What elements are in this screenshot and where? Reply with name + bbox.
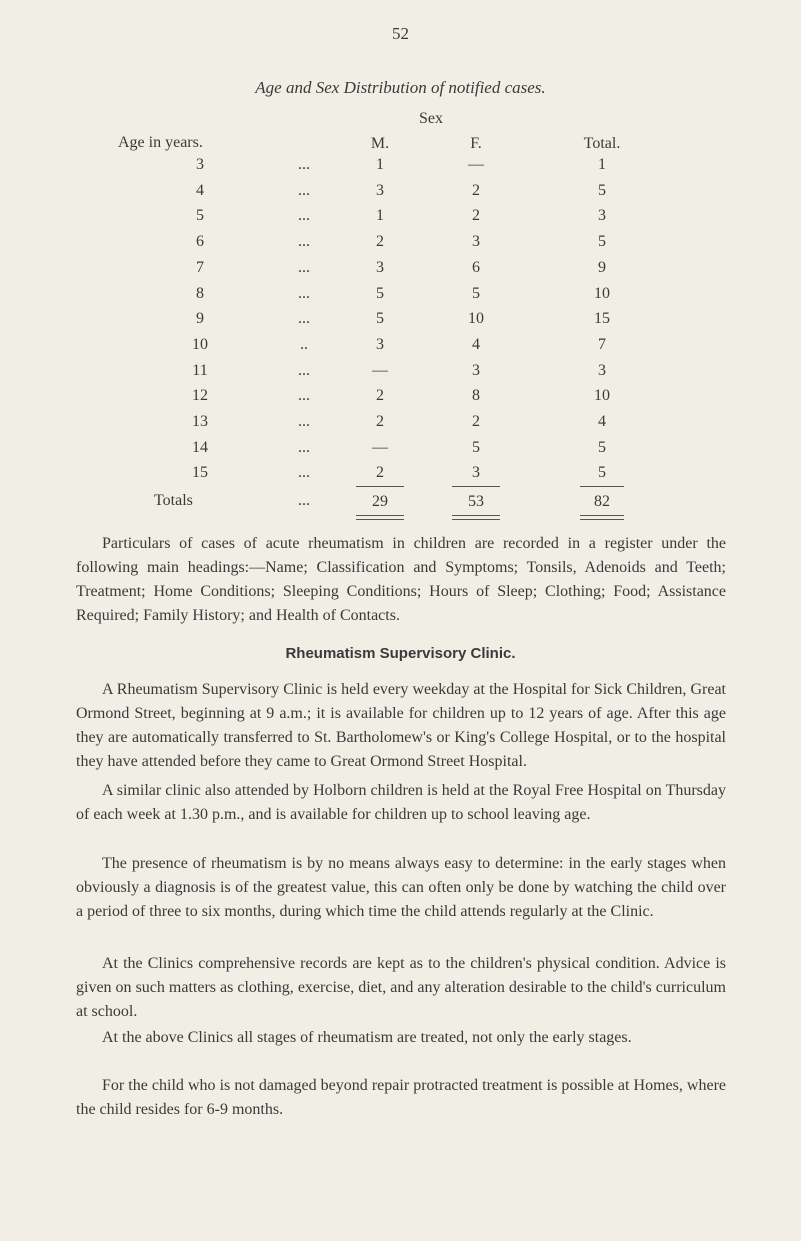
row-male: 2 [376, 464, 384, 481]
row-male: 5 [376, 310, 384, 327]
row-female: — [468, 156, 484, 173]
row-female: 10 [468, 310, 484, 327]
row-dots: ... [298, 233, 310, 250]
row-total: 3 [598, 207, 606, 224]
age-column-header: Age in years. [118, 134, 203, 151]
row-female: 5 [472, 285, 480, 302]
paragraph-stages: At the above Clinics all stages of rheumatism are treated, not only the early stages. [102, 1029, 632, 1046]
row-male: — [372, 439, 388, 456]
intro-paragraph: Particulars of cases of acute rheumatism in children are recorded in a register under the following main headings:—Name; Classification and Symptoms; Tonsils, Adenoids and Teeth; Treatment; Home Conditions; Sleeping Conditions; Hours of Sleep; Clothing; Food; Assistance Required; Family History; and Health of Contacts. [76, 535, 726, 624]
paragraph-similar-clinic: A similar clinic also attended by Holborn children is held at the Royal Free Hospital on Thursday of each week at 1.30 p.m., and is available for children up to school leaving age. [76, 782, 726, 823]
table-title: Age and Sex Distribution of notified cases. [255, 78, 546, 97]
row-male: 3 [376, 336, 384, 353]
row-male: 1 [376, 156, 384, 173]
row-age: 4 [196, 182, 204, 199]
row-dots: ... [298, 182, 310, 199]
row-total: 3 [598, 362, 606, 379]
row-total: 10 [594, 285, 610, 302]
rule-m-double [356, 515, 404, 520]
row-total: 10 [594, 387, 610, 404]
row-total: 1 [598, 156, 606, 173]
row-total: 9 [598, 259, 606, 276]
section-heading: Rheumatism Supervisory Clinic. [285, 645, 516, 662]
row-age: 6 [196, 233, 204, 250]
row-dots: ... [298, 207, 310, 224]
rule-t-double [580, 515, 624, 520]
row-female: 2 [472, 182, 480, 199]
row-dots: ... [298, 285, 310, 302]
row-male: 2 [376, 387, 384, 404]
rule-f-double [452, 515, 500, 520]
row-age: 8 [196, 285, 204, 302]
row-age: 13 [192, 413, 208, 430]
row-age: 10 [192, 336, 208, 353]
row-age: 9 [196, 310, 204, 327]
row-age: 3 [196, 156, 204, 173]
row-age: 7 [196, 259, 204, 276]
row-total: 5 [598, 464, 606, 481]
row-male: 2 [376, 233, 384, 250]
row-age: 11 [192, 362, 208, 379]
paragraph-presence: The presence of rheumatism is by no means always easy to determine: in the early stages when obviously a diagnosis is of the greatest value, this can often only be done by watching the child over a period of three to six months, during which time the child attends regularly at the Clinic. [76, 855, 726, 920]
row-total: 4 [598, 413, 606, 430]
totals-total: 82 [594, 493, 610, 510]
row-male: 1 [376, 207, 384, 224]
row-male: 3 [376, 259, 384, 276]
row-dots: ... [298, 464, 310, 481]
row-age: 14 [192, 439, 208, 456]
row-female: 8 [472, 387, 480, 404]
row-male: 3 [376, 182, 384, 199]
row-female: 2 [472, 207, 480, 224]
row-female: 3 [472, 362, 480, 379]
row-age: 5 [196, 207, 204, 224]
row-total: 15 [594, 310, 610, 327]
row-female: 3 [472, 233, 480, 250]
row-female: 4 [472, 336, 480, 353]
totals-male: 29 [372, 493, 388, 510]
totals-female: 53 [468, 493, 484, 510]
row-total: 5 [598, 439, 606, 456]
row-dots: ... [298, 387, 310, 404]
row-dots: ... [298, 310, 310, 327]
rule-f-single [452, 486, 500, 487]
rule-m-single [356, 486, 404, 487]
total-column-header: Total. [583, 135, 621, 152]
row-age: 12 [192, 387, 208, 404]
row-dots: ... [298, 156, 310, 173]
row-female: 2 [472, 413, 480, 430]
row-dots: .. [300, 336, 308, 353]
row-dots: ... [298, 259, 310, 276]
totals-label: Totals [154, 492, 193, 509]
rule-t-single [580, 486, 624, 487]
row-male: 2 [376, 413, 384, 430]
male-column-header: M. [370, 135, 390, 152]
row-male: — [372, 362, 388, 379]
row-total: 5 [598, 233, 606, 250]
paragraph-clinic: A Rheumatism Supervisory Clinic is held every weekday at the Hospital for Sick Children, Great Ormond Street, beginning at 9 a.m.; it is available for children up to 12 years of age. After this age they are automatically transferred to St. Bartholomew's or King's College Hospital, or to the hospital they have attended before they came to Great Ormond Street Hospital. [76, 681, 726, 770]
paragraph-homes: For the child who is not damaged beyond repair protracted treatment is possible at Homes, where the child resides for 6-9 months. [76, 1077, 726, 1118]
female-column-header: F. [470, 135, 482, 152]
row-male: 5 [376, 285, 384, 302]
row-female: 3 [472, 464, 480, 481]
sex-header: Sex [419, 110, 443, 127]
row-total: 5 [598, 182, 606, 199]
row-age: 15 [192, 464, 208, 481]
row-total: 7 [598, 336, 606, 353]
row-dots: ... [298, 413, 310, 430]
row-dots: ... [298, 362, 310, 379]
row-dots: ... [298, 439, 310, 456]
page-number: 52 [392, 24, 409, 43]
row-female: 6 [472, 259, 480, 276]
row-female: 5 [472, 439, 480, 456]
totals-dots: ... [298, 492, 310, 509]
paragraph-records: At the Clinics comprehensive records are kept as to the children's physical condition. Advice is given on such matters as clothing, exercise, diet, and any alteration desirable to the child's curriculum at school. [76, 955, 726, 1020]
